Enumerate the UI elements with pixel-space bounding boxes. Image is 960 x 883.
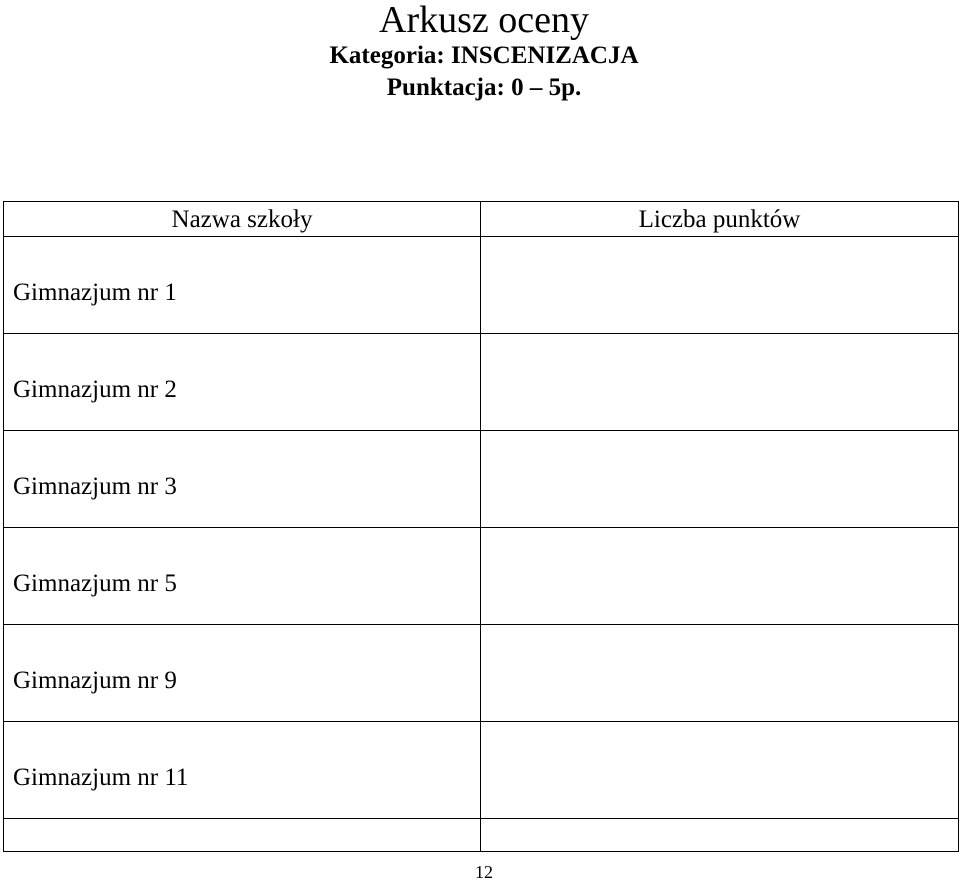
table-row	[4, 625, 959, 722]
points-cell[interactable]	[481, 625, 959, 722]
page-header	[0, 0, 960, 104]
column-header-points: Liczba punktów	[481, 202, 959, 237]
points-cell[interactable]	[481, 334, 959, 431]
evaluation-table	[3, 201, 959, 852]
table-row	[4, 237, 959, 334]
school-name-cell: Gimnazjum nr 1	[4, 237, 481, 334]
school-name-cell: Gimnazjum nr 3	[4, 431, 481, 528]
table-row	[4, 334, 959, 431]
table-row	[4, 722, 959, 819]
empty-table-row	[4, 819, 959, 852]
points-cell[interactable]	[481, 237, 959, 334]
school-name-cell: Gimnazjum nr 9	[4, 625, 481, 722]
scoring-label: Punktacja: 0 – 5p.	[386, 74, 582, 101]
school-name-cell: Gimnazjum nr 2	[4, 334, 481, 431]
table-row	[4, 431, 959, 528]
empty-cell	[4, 819, 481, 852]
points-cell[interactable]	[481, 528, 959, 625]
table-row	[4, 528, 959, 625]
school-name-cell: Gimnazjum nr 11	[4, 722, 481, 819]
empty-cell	[481, 819, 959, 852]
school-name-cell: Gimnazjum nr 5	[4, 528, 481, 625]
column-header-school-name: Nazwa szkoły	[4, 202, 481, 237]
table-header-row	[4, 202, 959, 237]
points-cell[interactable]	[481, 431, 959, 528]
category-label: Kategoria: INSCENIZACJA	[329, 42, 639, 69]
page-number: 12	[475, 862, 493, 882]
document-title: Arkusz oceny	[379, 0, 589, 41]
points-cell[interactable]	[481, 722, 959, 819]
